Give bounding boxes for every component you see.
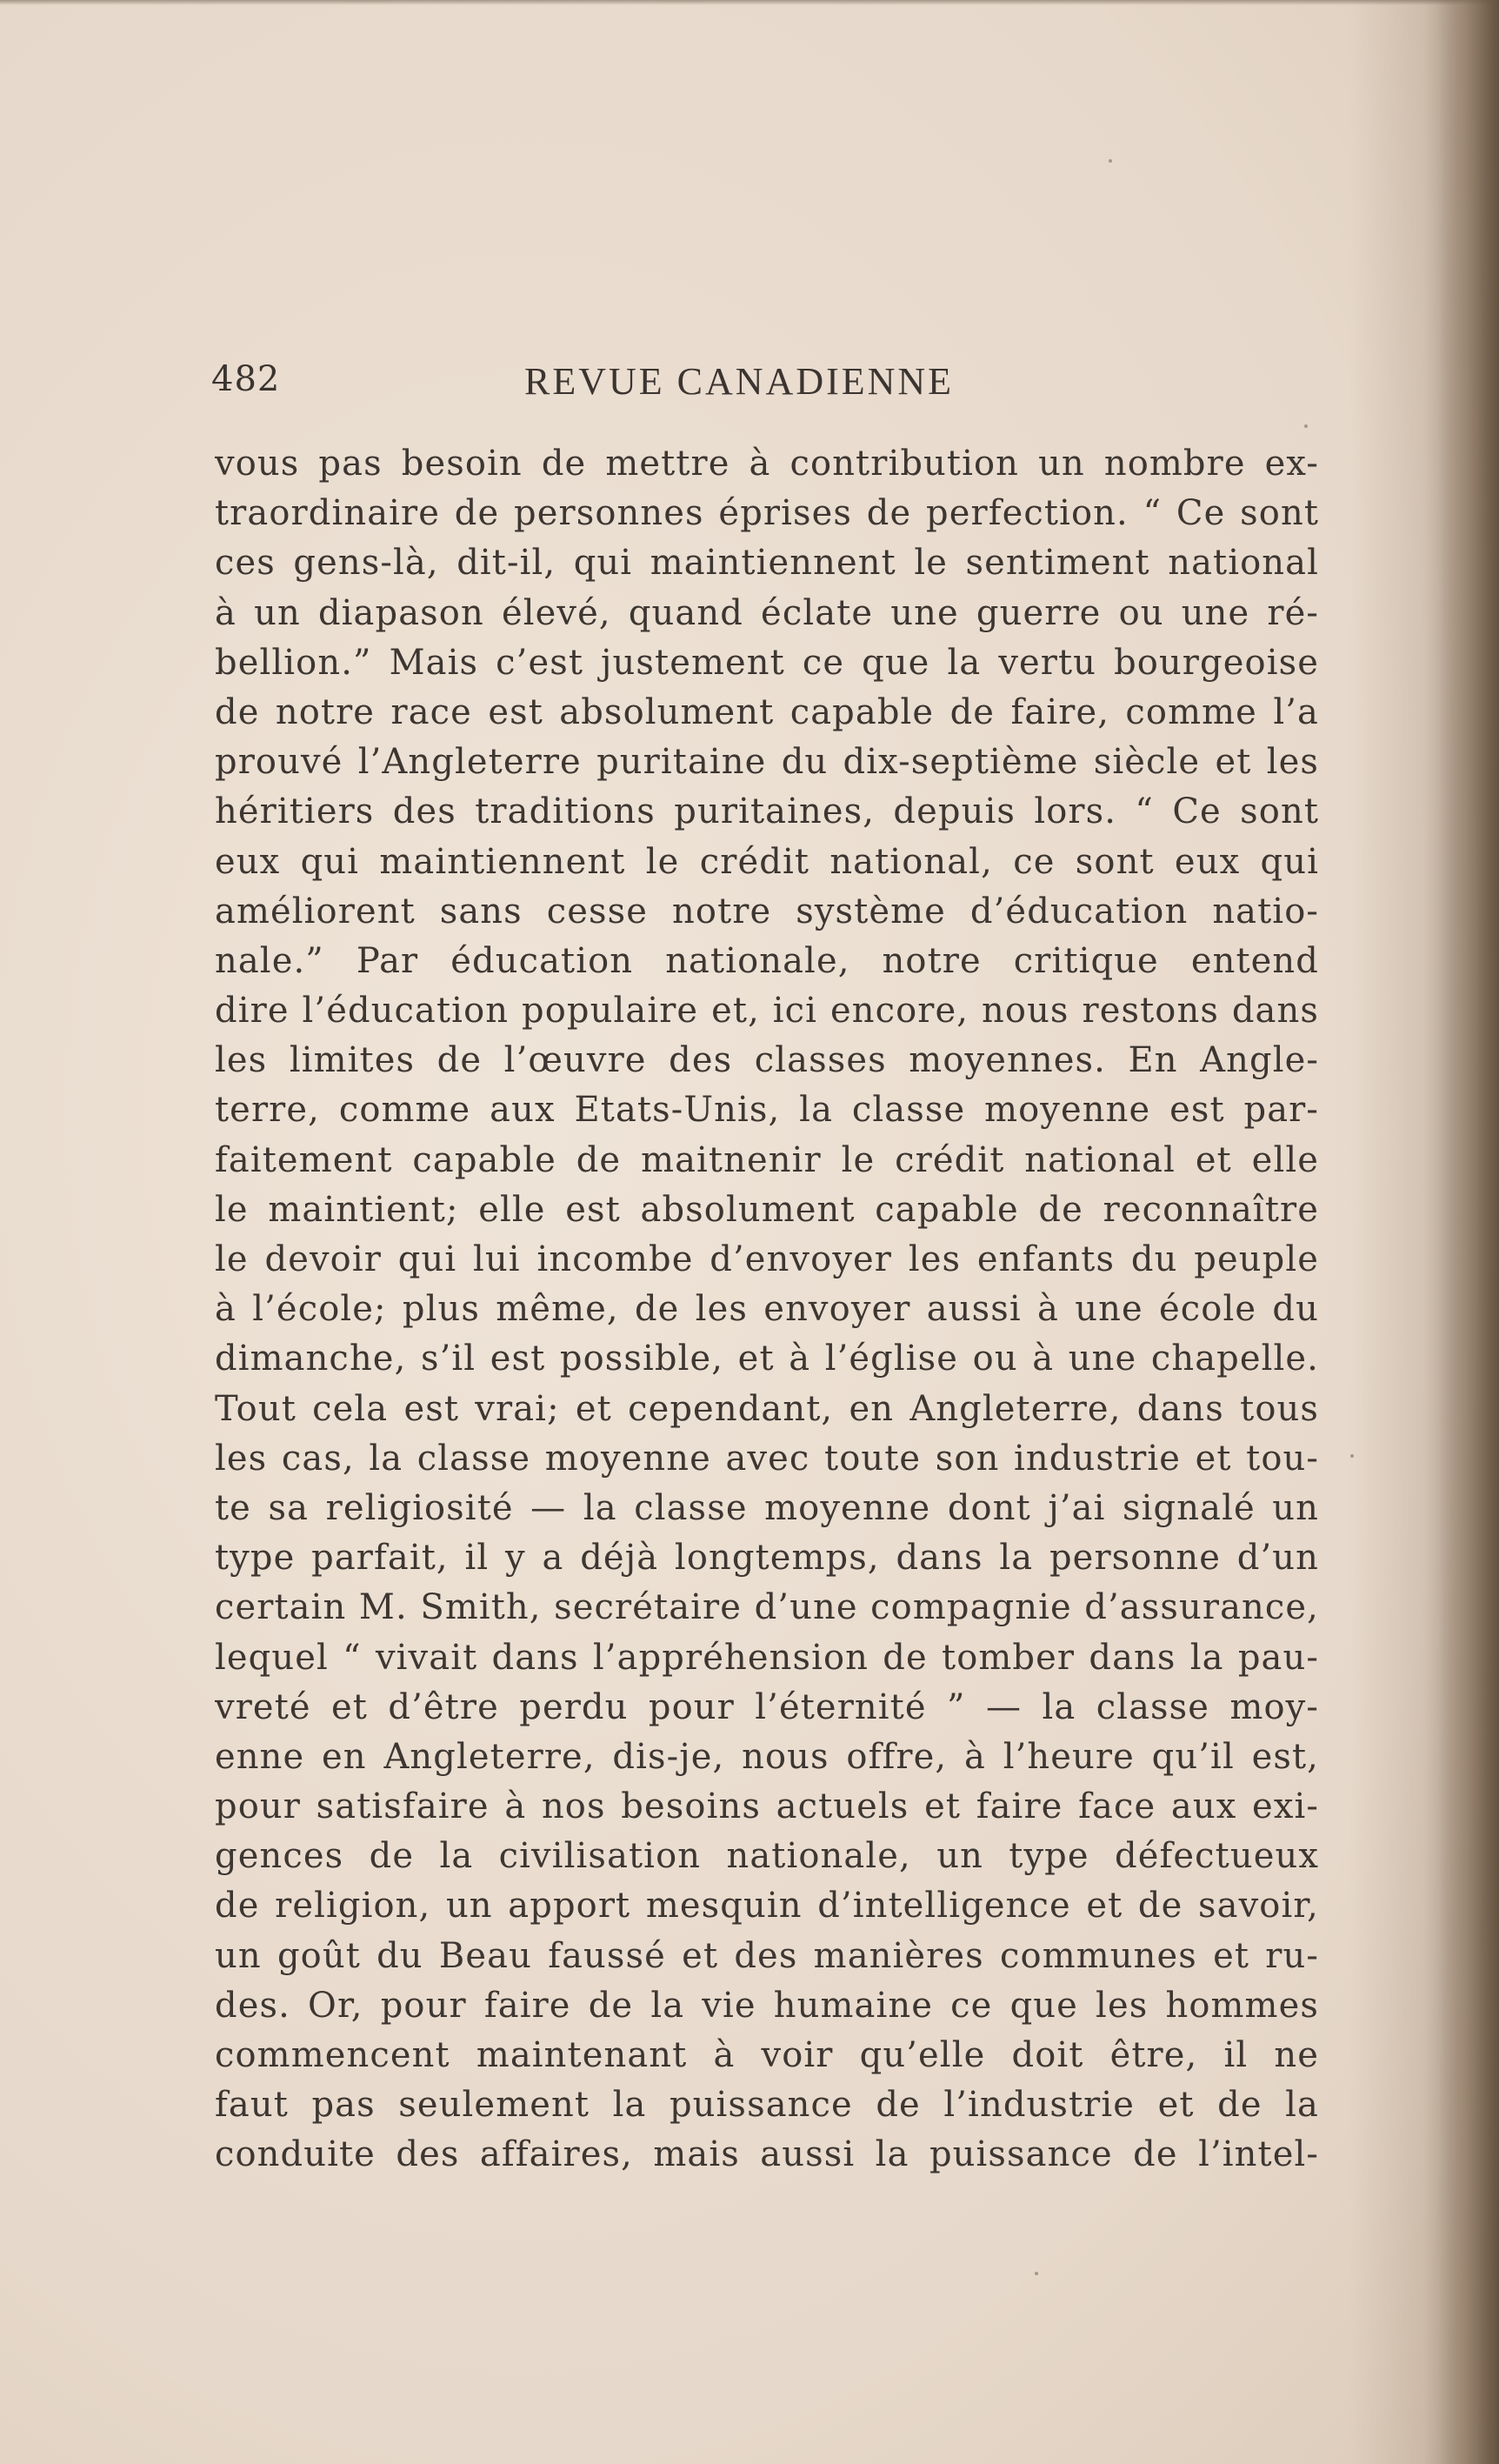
text-line: traordinaire de personnes éprises de perfection. “ Ce sont xyxy=(215,493,1319,534)
text-line: type parfait, il y a déjà longtemps, dans la personne d’un xyxy=(215,1538,1319,1579)
body-text xyxy=(215,439,1319,2180)
text-line: prouvé l’Angleterre puritaine du dix-septième siècle et les xyxy=(215,742,1319,783)
text-line: faitement capable de maitnenir le crédit national et elle xyxy=(215,1139,1319,1180)
text-line: Tout cela est vrai; et cependant, en Angleterre, dans tous xyxy=(215,1388,1319,1429)
page-number: 482 xyxy=(211,359,281,399)
paper-speck xyxy=(1350,1454,1354,1458)
paper-speck xyxy=(1035,2272,1038,2275)
text-line: ces gens-là, dit-il, qui maintiennent le sentiment national xyxy=(215,543,1319,584)
text-line: améliorent sans cesse notre système d’éducation natio- xyxy=(215,891,1319,932)
text-line: pour satisfaire à nos besoins actuels et faire face aux exi- xyxy=(215,1786,1319,1827)
text-line: te sa religiosité — la classe moyenne dont j’ai signalé un xyxy=(215,1487,1319,1528)
text-line: à un diapason élevé, quand éclate une guerre ou une ré- xyxy=(215,592,1319,633)
text-line: lequel “ vivait dans l’appréhension de tomber dans la pau- xyxy=(215,1637,1319,1678)
text-line: enne en Angleterre, dis-je, nous offre, à l’heure qu’il est, xyxy=(215,1736,1319,1777)
text-line: bellion.” Mais c’est justement ce que la vertu bourgeoise xyxy=(215,642,1319,683)
text-line: des. Or, pour faire de la vie humaine ce que les hommes xyxy=(215,1985,1319,2026)
text-line: de religion, un apport mesquin d’intelligence et de savoir, xyxy=(215,1886,1319,1926)
text-line: un goût du Beau faussé et des manières communes et ru- xyxy=(215,1935,1319,1976)
text-line: commencent maintenant à voir qu’elle doit être, il ne xyxy=(215,2035,1319,2075)
text-line: héritiers des traditions puritaines, depuis lors. “ Ce sont xyxy=(215,791,1319,832)
paper-speck xyxy=(1304,424,1308,428)
text-line: dire l’éducation populaire et, ici encore, nous restons dans xyxy=(215,991,1319,1032)
text-line: dimanche, s’il est possible, et à l’église ou à une chapelle. xyxy=(215,1339,1319,1379)
text-line: certain M. Smith, secrétaire d’une compagnie d’assurance, xyxy=(215,1587,1319,1628)
text-line: le devoir qui lui incombe d’envoyer les enfants du peuple xyxy=(215,1239,1319,1279)
text-line: vous pas besoin de mettre à contribution un nombre ex- xyxy=(215,444,1319,484)
text-line: vreté et d’être perdu pour l’éternité ” — la classe moy- xyxy=(215,1686,1319,1727)
text-line: de notre race est absolument capable de faire, comme l’a xyxy=(215,691,1319,732)
text-line: faut pas seulement la puissance de l’industrie et de la xyxy=(215,2085,1319,2126)
text-line: le maintient; elle est absolument capable de reconnaître xyxy=(215,1189,1319,1230)
text-line: les limites de l’œuvre des classes moyennes. En Angle- xyxy=(215,1040,1319,1081)
text-line: gences de la civilisation nationale, un type défectueux xyxy=(215,1836,1319,1877)
page-top-edge xyxy=(0,0,1499,5)
text-line: conduite des affaires, mais aussi la puissance de l’intel- xyxy=(215,2134,1319,2175)
paper-speck xyxy=(1109,159,1112,163)
text-line: les cas, la classe moyenne avec toute son industrie et tou- xyxy=(215,1438,1319,1479)
running-title: REVUE CANADIENNE xyxy=(524,360,955,403)
page-header xyxy=(211,359,1011,415)
text-line: eux qui maintiennent le crédit national, ce sont eux qui xyxy=(215,841,1319,882)
book-spine-shadow xyxy=(1438,0,1499,2464)
text-line: à l’école; plus même, de les envoyer aussi à une école du xyxy=(215,1289,1319,1330)
text-line: nale.” Par éducation nationale, notre critique entend xyxy=(215,940,1319,981)
text-line: terre, comme aux Etats-Unis, la classe moyenne est par- xyxy=(215,1090,1319,1131)
